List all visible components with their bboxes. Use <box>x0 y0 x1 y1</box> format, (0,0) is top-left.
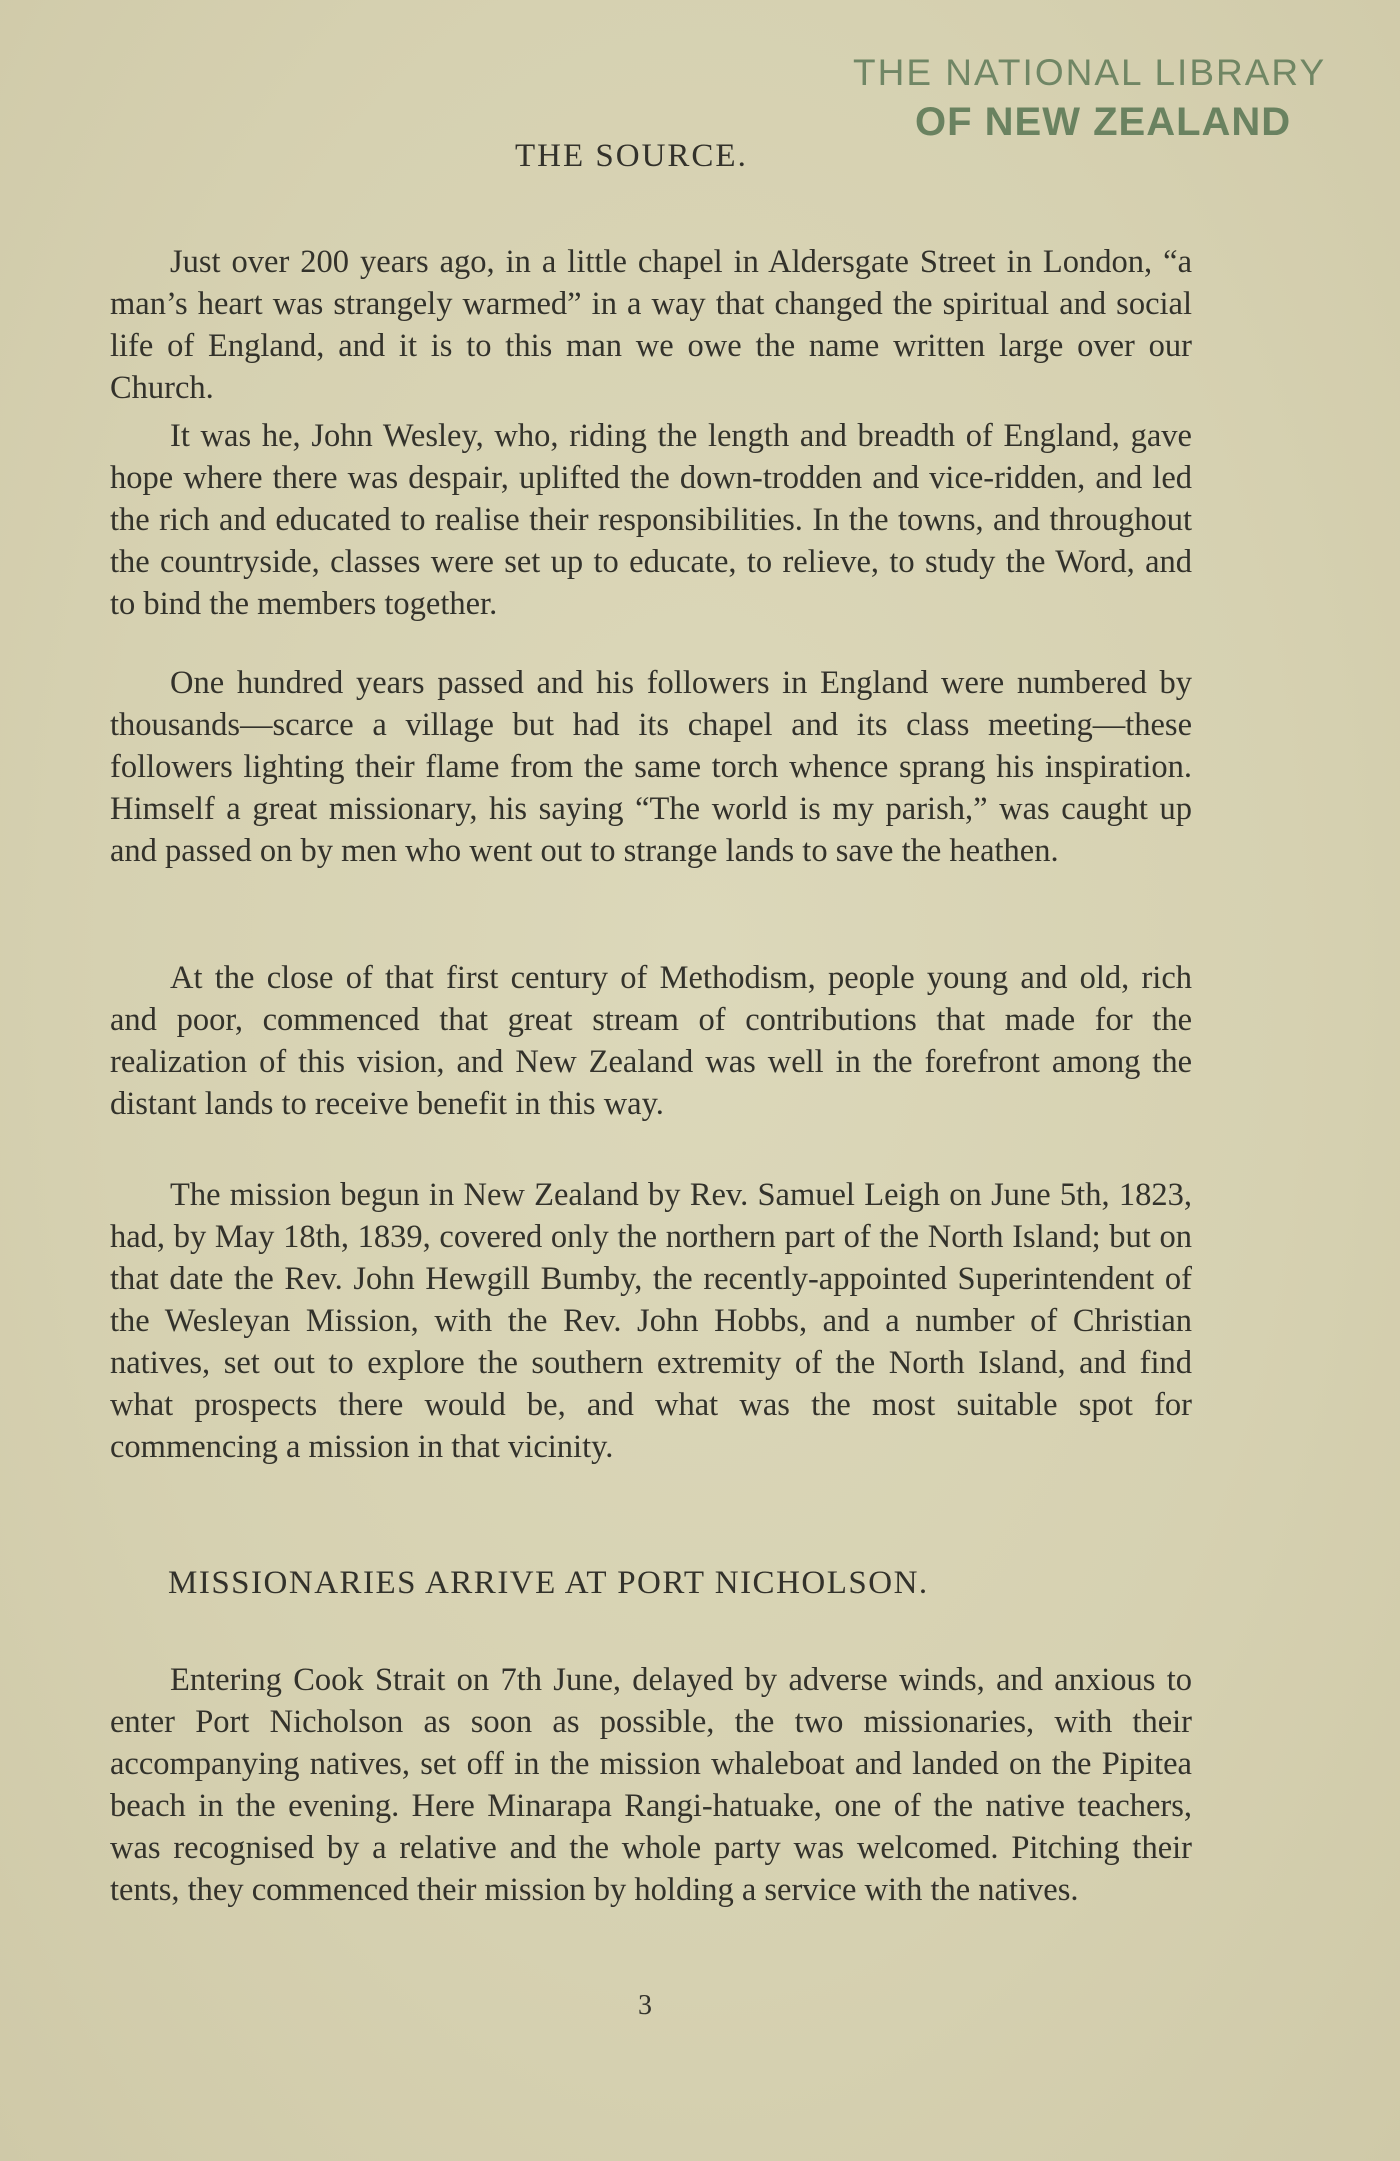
page-number: 3 <box>638 1990 652 2021</box>
library-stamp-line1: THE NATIONAL LIBRARY <box>853 52 1327 93</box>
paragraph: One hundred years passed and his followers in England were numbered by thousands—scarce a village but had its chapel and its class meeting—these followers lighting their flame from the same torch whence sprang his inspiration. Himself a great missionary, his saying “The world is my parish,” was caught up and passed on by men who went out to strange lands to save the heathen. <box>110 664 1192 869</box>
section-heading-the-source: THE SOURCE. <box>515 138 748 174</box>
library-stamp-line2: OF NEW ZEALAND <box>915 100 1292 144</box>
section-heading-missionaries-arrive: MISSIONARIES ARRIVE AT PORT NICHOLSON. <box>168 1565 929 1601</box>
paragraph: It was he, John Wesley, who, riding the length and breadth of England, gave hope where there was despair, uplifted the down-trodden and vice-ridden, and led the rich and educated to realise their responsibilities. In the towns, and throughout the countryside, classes were set up to educate, to relieve, to study the Word, and to bind the members together. <box>110 417 1192 622</box>
paragraph: Just over 200 years ago, in a little chapel in Aldersgate Street in London, “a man’s heart was strangely warmed” in a way that changed the spiritual and social life of England, and it is to this man we owe the name written large over our Church. <box>110 243 1192 406</box>
paragraph: Entering Cook Strait on 7th June, delayed by adverse winds, and anxious to enter Port Nicholson as soon as possible, the two missionaries, with their accompanying natives, set off in the mission whaleboat and landed on the Pipitea beach in the evening. Here Minarapa Rangi-hatuake, one of the native teachers, was recognised by a relative and the whole party was welcomed. Pitching their tents, they commenced their mission by holding a service with the natives. <box>110 1661 1192 1908</box>
paragraph: The mission begun in New Zealand by Rev. Samuel Leigh on June 5th, 1823, had, by May 18th, 1839, covered only the northern part of the North Island; but on that date the Rev. John Hewgill Bumby, the recently-appointed Superintendent of the Wesleyan Mission, with the Rev. John Hobbs, and a number of Christian natives, set out to explore the southern extremity of the North Island, and find what prospects there would be, and what was the most suitable spot for commencing a mission in that vicinity. <box>110 1176 1192 1465</box>
paragraph: At the close of that first century of Methodism, people young and old, rich and poor, commenced that great stream of contributions that made for the realization of this vision, and New Zealand was well in the forefront among the distant lands to receive benefit in this way. <box>110 959 1192 1122</box>
